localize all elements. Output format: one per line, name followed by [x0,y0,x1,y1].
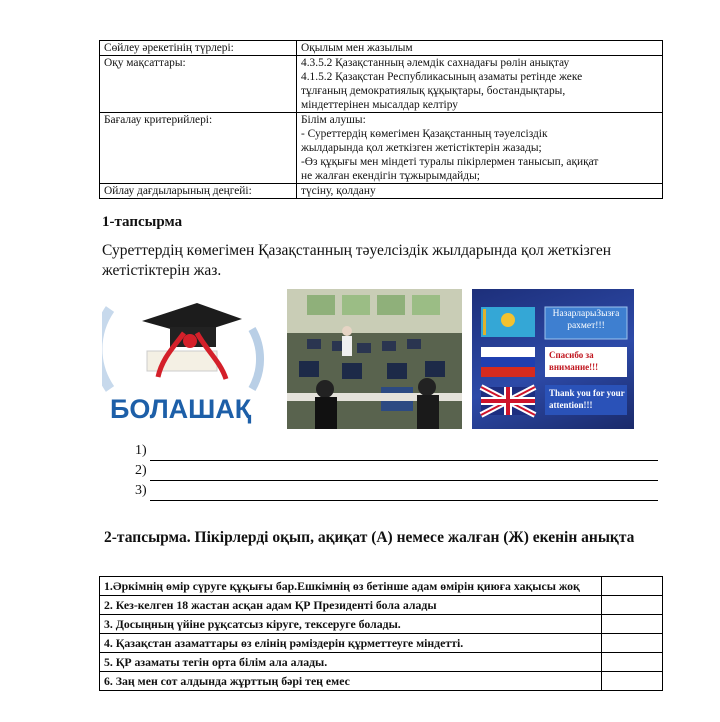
info-row [100,184,663,199]
statement-row [100,653,663,672]
statement-text: 5. ҚР азаматы тегін орта білім ала алады. [100,653,602,672]
statement-row [100,615,663,634]
statement-row [100,672,663,691]
info-row [100,41,663,56]
statement-text: 6. Заң мен сот алдында жұрттың бәрі тең емес [100,672,602,691]
answer-blank[interactable] [150,447,658,461]
info-line: не жалған екендігін тұжырымдайды; [301,170,480,182]
info-value [297,56,663,113]
info-label: Бағалау критерийлері: [100,113,297,184]
info-label: Сөйлеу әрекетінің түрлері: [100,41,297,56]
answer-cell[interactable] [602,653,663,672]
answer-line-number: 2) [135,463,147,478]
info-line: түсіну, қолдану [301,185,376,197]
classroom-graphic [287,289,462,429]
bolashak-logo-text: БОЛАШАҚ [110,394,252,424]
ru-thanks-text: Спасибо за вниманиe!!! [549,350,599,372]
statement-row [100,577,663,596]
info-line: 4.3.5.2 Қазақстанның әлемдік сахнадағы рөлін анықтау [301,57,570,69]
answer-blank[interactable] [150,487,658,501]
statements-table [99,576,663,691]
info-value [297,41,663,56]
info-value [297,113,663,184]
statement-row [100,596,663,615]
answer-cell[interactable] [602,634,663,653]
answer-line[interactable] [135,481,658,501]
lesson-info-table [99,40,663,199]
info-line: -Өз құқығы мен міндеті туралы пікірлермен танысып, ақиқат [301,156,599,168]
answer-line[interactable] [135,441,658,461]
info-value [297,184,663,199]
statement-text: 2. Кез-келген 18 жастан асқан адам ҚР Президенті бола алады [100,596,602,615]
info-label: Оқу мақсаттары: [100,56,297,113]
info-line: Білім алушы: [301,114,366,126]
statement-text: 3. Досыңның үйіне рұқсатсыз кіруге, тексеруге болады. [100,615,602,634]
statement-text: 4. Қазақстан азаматтары өз елінің рәміздерін құрметтеуге міндетті. [100,634,602,653]
answer-line[interactable] [135,461,658,481]
answer-cell[interactable] [602,577,663,596]
answer-lines [135,441,658,501]
bolashak-logo-image [102,289,278,429]
task1-heading: 1-тапсырма [102,214,183,230]
answer-cell[interactable] [602,596,663,615]
info-label: Ойлау дағдыларының деңгейі: [100,184,297,199]
russia-flag-icon [481,347,535,377]
statement-row [100,634,663,653]
answer-blank[interactable] [150,467,658,481]
answer-line-number: 3) [135,483,147,498]
answer-cell[interactable] [602,672,663,691]
info-line: - Суреттердің көмегімен Қазақстанның тәуелсіздік [301,128,548,140]
task1-instruction: Суреттердің көмегімен Қазақстанның тәуелсіздік жылдарында қол жеткізген жетістіктерін жаз. [102,242,612,279]
bolashak-logo-graphic [102,289,278,429]
info-line: міндеттерінен мысалдар келтіру [301,99,458,111]
en-thanks-text: Thank you for your attention!!! [549,388,625,410]
task2-heading: 2-тапсырма. Пікірлерді оқып, ақиқат (А) немесе жалған (Ж) екенін анықта [104,529,635,546]
info-line: жылдарында қол жеткізген жетістіктерін жазады; [301,142,542,154]
info-line: тұлғаның демократиялық құқықтары, бостандықтары, [301,85,566,97]
info-row [100,113,663,184]
answer-line-number: 1) [135,443,147,458]
info-line: Оқылым мен жазылым [301,42,413,54]
info-line: 4.1.5.2 Қазақстан Республикасының азаматы ретінде жеке [301,71,583,83]
flags-thank-you-slide [472,289,634,429]
answer-cell[interactable] [602,615,663,634]
statement-text: 1.Әркімнің өмір сүруге құқығы бар.Ешкімнің өз бетінше адам өмірін қиюға хақысы жоқ [100,577,602,596]
info-row [100,56,663,113]
uk-flag-icon [481,387,535,415]
flags-slide-graphic [472,289,634,429]
computer-classroom-photo [287,289,462,429]
kz-thanks-text: НазарларыЗызға рахмет!!! [552,309,620,331]
